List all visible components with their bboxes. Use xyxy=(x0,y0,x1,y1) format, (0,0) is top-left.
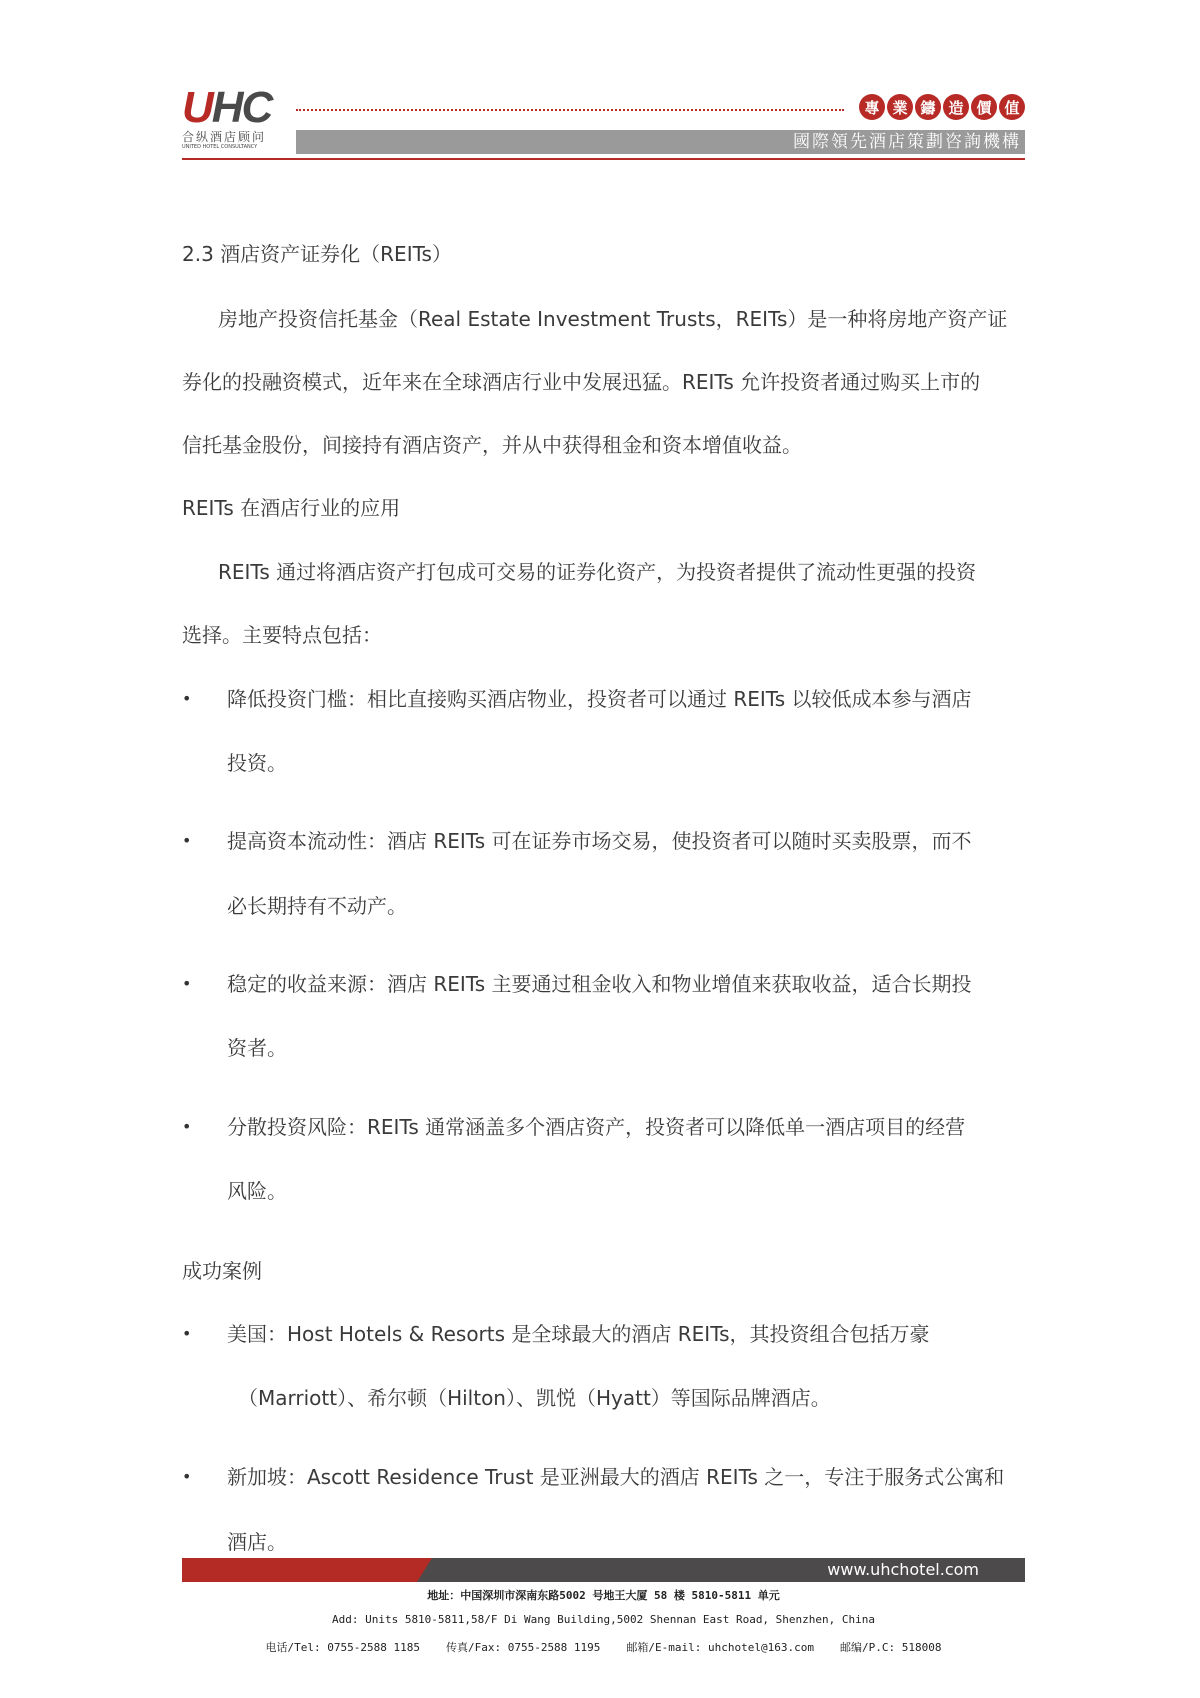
list-item: 分散投资风险：REITs 通常涵盖多个酒店资产，投资者可以降低单一酒店项目的经营 xyxy=(227,1115,966,1139)
page-header xyxy=(182,83,1025,162)
logo-text: UHC xyxy=(182,83,272,132)
header-rule xyxy=(182,158,1025,160)
list-item-cont: 资者。 xyxy=(227,1036,287,1060)
uhc-logo xyxy=(182,83,286,158)
seal: 造 xyxy=(943,94,969,120)
seal: 價 xyxy=(971,94,997,120)
paragraph-line: 券化的投融资模式，近年来在全球酒店行业中发展迅猛。REITs 允许投资者通过购买上市的 xyxy=(182,370,981,394)
list-item-cont: 必长期持有不动产。 xyxy=(227,894,407,918)
dotted-divider xyxy=(296,109,844,111)
subheading: 成功案例 xyxy=(182,1259,262,1283)
list-item: 美国：Host Hotels & Resorts 是全球最大的酒店 REITs，其投资组合包括万豪 xyxy=(227,1322,930,1346)
seal: 鑄 xyxy=(915,94,941,120)
paragraph-line: 选择。主要特点包括： xyxy=(182,623,382,647)
footer-red-accent xyxy=(182,1558,432,1582)
list-item: 新加坡：Ascott Residence Trust 是亚洲最大的酒店 REITs 之一，专注于服务式公寓和 xyxy=(227,1465,1005,1489)
list-item: 稳定的收益来源：酒店 REITs 主要通过租金收入和物业增值来获取收益，适合长期投 xyxy=(227,972,972,996)
address-cn: 地址：中国深圳市深南东路5002 号地王大厦 58 楼 5810-5811 单元 xyxy=(427,1589,780,1602)
bullet: • xyxy=(182,831,192,850)
bullet: • xyxy=(182,974,192,993)
logo-en: UNITED HOTEL CONSULTANCY xyxy=(182,144,258,150)
paragraph-line: 房地产投资信托基金（Real Estate Investment Trusts，REITs）是一种将房地产资产证 xyxy=(218,307,1008,331)
paragraph-line: 信托基金股份，间接持有酒店资产，并从中获得租金和资本增值收益。 xyxy=(182,433,802,457)
list-item-cont: 酒店。 xyxy=(227,1530,287,1554)
bullet: • xyxy=(182,1467,192,1486)
list-item-cont: 投资。 xyxy=(227,751,287,775)
section-heading: 2.3 酒店资产证券化（REITs） xyxy=(182,242,452,266)
tel: 电话/Tel: 0755-2588 1185 xyxy=(265,1641,420,1654)
bullet: • xyxy=(182,1324,192,1343)
footer-bar xyxy=(182,1558,1025,1582)
list-item: 提高资本流动性：酒店 REITs 可在证券市场交易，使投资者可以随时买卖股票，而不 xyxy=(227,829,972,853)
postcode: 邮编/P.C: 518008 xyxy=(840,1641,942,1654)
list-item: 降低投资门槛：相比直接购买酒店物业，投资者可以通过 REITs 以较低成本参与酒店 xyxy=(227,687,972,711)
paragraph-line: REITs 通过将酒店资产打包成可交易的证券化资产，为投资者提供了流动性更强的投资 xyxy=(218,560,977,584)
contact-line xyxy=(182,1639,1025,1655)
list-item-cont: （Marriott）、希尔顿（Hilton）、凯悦（Hyatt）等国际品牌酒店。 xyxy=(238,1386,831,1410)
logo-cn: 合纵酒店顾问 xyxy=(182,130,267,144)
bullet: • xyxy=(182,689,192,708)
website-link[interactable]: www.uhchotel.com xyxy=(827,1560,979,1579)
seal: 值 xyxy=(999,94,1025,120)
seal: 專 xyxy=(859,94,885,120)
subheading: REITs 在酒店行业的应用 xyxy=(182,496,401,520)
email: 邮箱/E-mail: uhchotel@163.com xyxy=(626,1641,814,1654)
bullet: • xyxy=(182,1117,192,1136)
fax: 传真/Fax: 0755-2588 1195 xyxy=(445,1641,601,1654)
seal: 業 xyxy=(887,94,913,120)
list-item-cont: 风险。 xyxy=(227,1179,287,1203)
slogan-bar: 國際領先酒店策劃咨詢機構 xyxy=(296,130,1025,154)
slogan-seals xyxy=(859,94,1025,120)
address-en: Add: Units 5810-5811,58/F Di Wang Building,5002 Shennan East Road, Shenzhen, China xyxy=(331,1613,876,1626)
